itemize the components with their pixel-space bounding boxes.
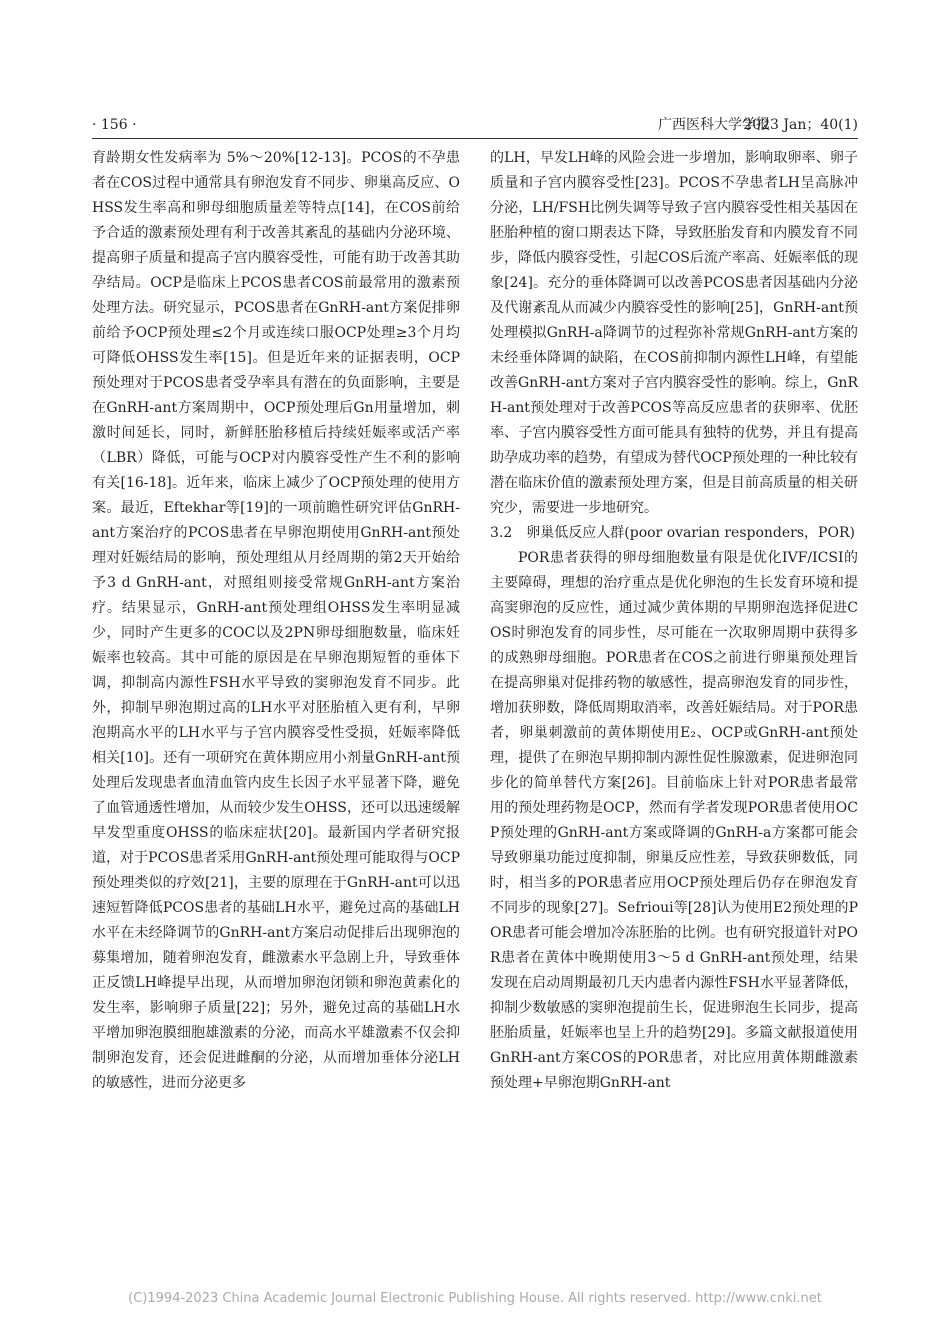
right-column <box>490 146 858 1096</box>
journal-name: 广西医科大学学报 <box>658 117 770 133</box>
left-paragraph: 育龄期女性发病率为 5%～20%[12-13]。PCOS的不孕患者在COS过程中通常具有卵泡发育不同步、卵巢高反应、OHSS发生率高和卵母细胞质量差等特点[14]，在COS前给予合适的激素预处理有利于改善其紊乱的基础内分泌环境、提高卵子质量和提高子宫内膜容受性，可能有助于改善其助孕结局。OCP是临床上PCOS患者COS前最常用的激素预处理方法。研究显示，PCOS患者在GnRH-ant方案促排卵前给予OCP预处理≤2个月或连续口服OCP处理≥3个月均可降低OHSS发生率[15]。但是近年来的证据表明，OCP预处理对于PCOS患者受孕率具有潜在的负面影响，主要是在GnRH-ant方案周期中，OCP预处理后Gn用量增加，刺激时间延长，同时，新鲜胚胎移植后持续妊娠率或活产率（LBR）降低，可能与OCP对内膜容受性产生不利的影响有关[16-18]。近年来，临床上减少了OCP预处理的使用方案。最近，Eftekhar等[19]的一项前瞻性研究评估GnRH-ant方案治疗的PCOS患者在早卵泡期使用GnRH-ant预处理对妊娠结局的影响，预处理组从月经周期的第2天开始给予3 d GnRH-ant，对照组则接受常规GnRH-ant方案治疗。结果显示，GnRH-ant预处理组OHSS发生率明显减少，同时产生更多的COC以及2PN卵母细胞数量，临床妊娠率也较高。其中可能的原因是在早卵泡期短暂的垂体下调，抑制高内源性FSH水平导致的窦卵泡发育不同步。此外，抑制早卵泡期过高的LH水平对胚胎植入更有利，早卵泡期高水平的LH水平与子宫内膜容受性受损，妊娠率降低相关[10]。还有一项研究在黄体期应用小剂量GnRH-ant预处理后发现患者血清血管内皮生长因子水平显著下降，避免了血管通透性增加，从而较少发生OHSS，还可以迅速缓解早发型重度OHSS的临床症状[20]。最新国内学者研究报道，对于PCOS患者采用GnRH-ant预处理可能取得与OCP预处理类似的疗效[21]，主要的原理在于GnRH-ant可以迅速短暂降低PCOS患者的基础LH水平，避免过高的基础LH水平在未经降调节的GnRH-ant方案启动促排后出现卵泡的募集增加，随着卵泡发育，雌激素水平急剧上升，导致垂体正反馈LH峰提早出现，从而增加卵泡闭锁和卵泡黄素化的发生率，影响卵子质量[22]；另外，避免过高的基础LH水平增加卵泡膜细胞雄激素的分泌，而高水平雄激素不仅会抑制卵泡发育，还会促进雌酮的分泌，从而增加垂体分泌LH的敏感性，进而分泌更多 <box>92 150 460 1091</box>
right-paragraph-1: 的LH，早发LH峰的风险会进一步增加，影响取卵率、卵子质量和子宫内膜容受性[23]。PCOS不孕患者LH呈高脉冲分泌，LH/FSH比例失调等导致子宫内膜容受性相关基因在胚胎种植的窗口期表达下降，导致胚胎发育和内膜发育不同步，降低内膜容受性，引起COS后流产率高、妊娠率低的现象[24]。充分的垂体降调可以改善PCOS患者因基础内分泌及代谢紊乱从而减少内膜容受性的影响[25]，GnRH-ant预处理模拟GnRH-a降调节的过程弥补常规GnRH-ant方案的未经垂体降调的缺陷，在COS前抑制内源性LH峰，有望能改善GnRH-ant方案对子宫内膜容受性的影响。综上，GnRH-ant预处理对于改善PCOS等高反应患者的获卵率、优胚率、子宫内膜容受性方面可能具有独特的优势，并且有提高助孕成功率的趋势，有望成为替代OCP预处理的一种比较有潜在临床价值的激素预处理方案，但是目前高质量的相关研究少，需要进一步地研究。 <box>490 150 858 516</box>
right-paragraph-2: POR患者获得的卵母细胞数量有限是优化IVF/ICSI的主要障碍，理想的治疗重点是优化卵泡的生长发育环境和提高窦卵泡的反应性，通过减少黄体期的早期卵泡选择促进COS时卵泡发育的同步性，尽可能在一次取卵周期中获得多的成熟卵母细胞。POR患者在COS之前进行卵巢预处理旨在提高卵巢对促排药物的敏感性，提高卵泡发育的同步性，增加获卵数，降低周期取消率，改善妊娠结局。对于POR患者，卵巢刺激前的黄体期使用E₂、OCP或GnRH-ant预处理，提供了在卵泡早期抑制内源性促性腺激素，促进卵泡同步化的简单替代方案[26]。目前临床上针对POR患者最常用的预处理药物是OCP，然而有学者发现POR患者使用OCP预处理的GnRH-ant方案或降调的GnRH-a方案都可能会导致卵巢功能过度抑制，卵巢反应性差，导致获卵数低，同时，相当多的POR患者应用OCP预处理后仍存在卵泡发育不同步的现象[27]。Sefrioui等[28]认为使用E2预处理的POR患者可能会增加冷冻胚胎的比例。也有研究报道针对POR患者在黄体中晚期使用3～5 d GnRH-ant预处理，结果发现在启动周期最初几天内患者内源性FSH水平显著降低，抑制少数敏感的窦卵泡提前生长，促进卵泡生长同步，提高胚胎质量，妊娠率也呈上升的趋势[29]。多篇文献报道使用GnRH-ant方案COS的POR患者，对比应用黄体期雌激素预处理+早卵泡期GnRH-ant <box>490 550 858 1091</box>
copyright-footer: (C)1994-2023 China Academic Journal Electronic Publishing House. All rights reserved. http://www.cnki.net <box>128 1291 822 1306</box>
page-header <box>92 112 858 139</box>
journal-issue: 2023 Jan；40(1) <box>743 117 858 133</box>
page-number: · 156 · <box>92 117 137 133</box>
section-heading: 3.2 卵巢低反应人群(poor ovarian responders，POR) <box>490 525 855 541</box>
left-column <box>92 146 460 1096</box>
